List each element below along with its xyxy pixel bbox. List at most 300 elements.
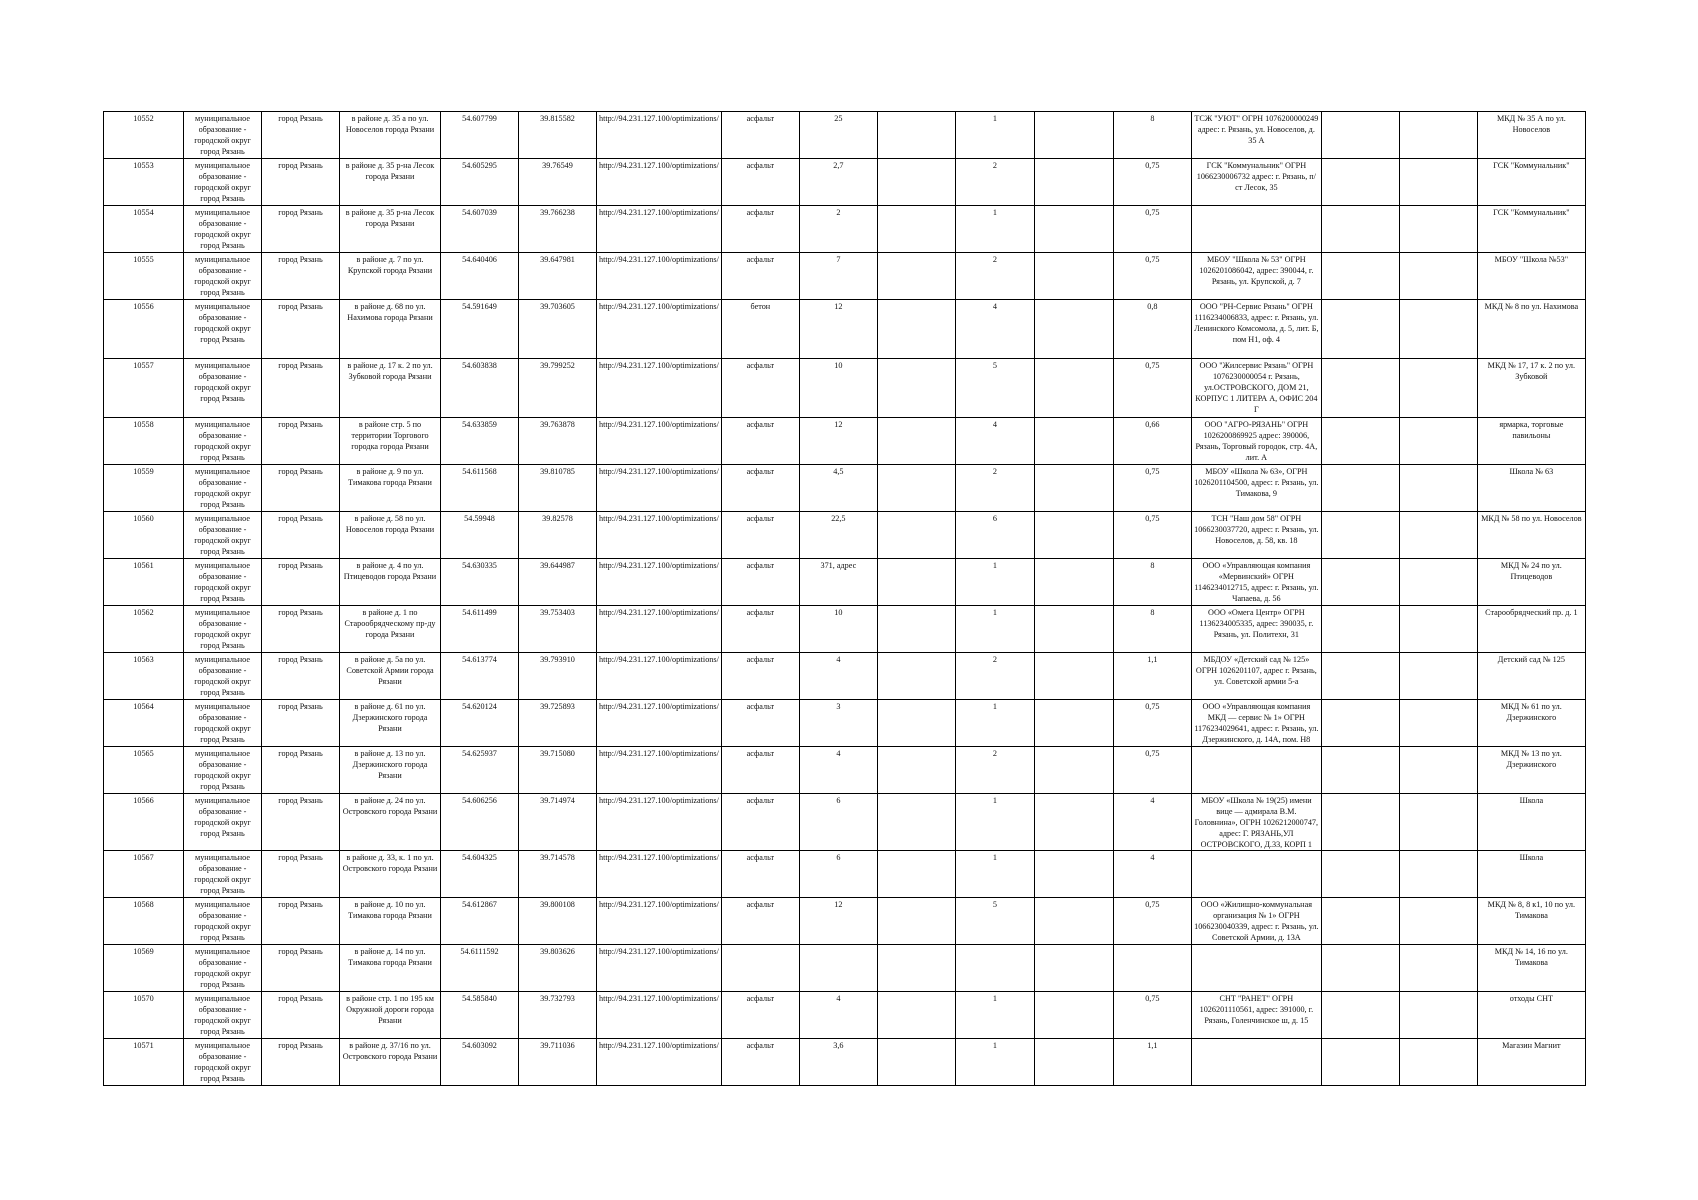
owner-cell: СНТ "РАНЕТ" ОГРН 1026201110561, адрес: 391000, г. Рязань, Голенчинское ш, д. 15	[1191, 992, 1321, 1039]
municipality-cell: муниципальное образование - городской округ город Рязань	[184, 159, 262, 206]
municipality-cell: муниципальное образование - городской округ город Рязань	[184, 851, 262, 898]
municipality-cell: муниципальное образование - городской округ город Рязань	[184, 794, 262, 851]
municipality-cell: муниципальное образование - городской округ город Рязань	[184, 945, 262, 992]
containers-count-cell: 4	[955, 418, 1034, 465]
empty-cell	[877, 747, 955, 794]
owner-cell: МБДОУ «Детский сад № 125» ОГРН 1026201107, адрес г. Рязань, ул. Советской армии 5-а	[1191, 653, 1321, 700]
address-cell: в районе д. 33, к. 1 по ул. Островского города Рязани	[340, 851, 441, 898]
surface-cell: асфальт	[721, 653, 799, 700]
longitude-cell: 39.82578	[519, 512, 597, 559]
containers-count-cell: 2	[955, 253, 1034, 300]
empty-cell	[1321, 992, 1399, 1039]
owner-cell: ГСК "Коммунальник" ОГРН 1066230006732 адрес: г. Рязань, п/ст Лесок, 35	[1191, 159, 1321, 206]
address-cell: в районе д. 24 по ул. Островского города Рязани	[340, 794, 441, 851]
empty-cell	[1399, 653, 1477, 700]
empty-cell	[877, 112, 955, 159]
area-cell: 6	[799, 851, 877, 898]
empty-cell	[1399, 606, 1477, 653]
latitude-cell: 54.612867	[441, 898, 519, 945]
container-volume-cell: 0,75	[1113, 359, 1191, 418]
municipality-cell: муниципальное образование - городской округ город Рязань	[184, 700, 262, 747]
address-cell: в районе стр. 5 по территории Торгового городка города Рязани	[340, 418, 441, 465]
id-cell: 10556	[104, 300, 184, 359]
latitude-cell: 54.630335	[441, 559, 519, 606]
empty-cell	[1034, 945, 1113, 992]
map-link[interactable]: http://94.231.127.100/optimizations/	[597, 1039, 722, 1086]
surface-cell: асфальт	[721, 159, 799, 206]
settlement-cell: город Рязань	[262, 992, 340, 1039]
municipality-cell: муниципальное образование - городской округ город Рязань	[184, 1039, 262, 1086]
surface-cell: асфальт	[721, 253, 799, 300]
surface-cell: асфальт	[721, 465, 799, 512]
settlement-cell: город Рязань	[262, 1039, 340, 1086]
surface-cell: асфальт	[721, 851, 799, 898]
area-cell: 3	[799, 700, 877, 747]
area-cell: 2	[799, 206, 877, 253]
empty-cell	[1399, 794, 1477, 851]
municipality-cell: муниципальное образование - городской округ город Рязань	[184, 653, 262, 700]
container-volume-cell: 0,75	[1113, 465, 1191, 512]
latitude-cell: 54.611568	[441, 465, 519, 512]
id-cell: 10560	[104, 512, 184, 559]
empty-cell	[877, 992, 955, 1039]
map-link[interactable]: http://94.231.127.100/optimizations/	[597, 992, 722, 1039]
address-cell: в районе д. 68 по ул. Нахимова города Рязани	[340, 300, 441, 359]
empty-cell	[1321, 747, 1399, 794]
waste-source-cell: МКД № 14, 16 по ул. Тимакова	[1477, 945, 1585, 992]
empty-cell	[1399, 465, 1477, 512]
containers-count-cell: 1	[955, 992, 1034, 1039]
municipality-cell: муниципальное образование - городской округ город Рязань	[184, 512, 262, 559]
longitude-cell: 39.76549	[519, 159, 597, 206]
area-cell: 4,5	[799, 465, 877, 512]
table-row	[104, 159, 1586, 206]
empty-cell	[1034, 606, 1113, 653]
latitude-cell: 54.606256	[441, 794, 519, 851]
table-row	[104, 559, 1586, 606]
empty-cell	[1321, 418, 1399, 465]
id-cell: 10554	[104, 206, 184, 253]
owner-cell	[1191, 945, 1321, 992]
empty-cell	[1399, 1039, 1477, 1086]
map-link[interactable]: http://94.231.127.100/optimizations/	[597, 898, 722, 945]
map-link[interactable]: http://94.231.127.100/optimizations/	[597, 359, 722, 418]
latitude-cell: 54.603838	[441, 359, 519, 418]
containers-count-cell: 2	[955, 747, 1034, 794]
owner-cell: ТСЖ "УЮТ" ОГРН 1076200000249 адрес: г. Рязань, ул. Новоселов, д. 35 А	[1191, 112, 1321, 159]
empty-cell	[1034, 700, 1113, 747]
empty-cell	[1399, 300, 1477, 359]
table-row	[104, 253, 1586, 300]
address-cell: в районе д. 5а по ул. Советской Армии города Рязани	[340, 653, 441, 700]
id-cell: 10559	[104, 465, 184, 512]
empty-cell	[1034, 300, 1113, 359]
map-link[interactable]: http://94.231.127.100/optimizations/	[597, 653, 722, 700]
settlement-cell: город Рязань	[262, 653, 340, 700]
empty-cell	[1399, 159, 1477, 206]
settlement-cell: город Рязань	[262, 300, 340, 359]
latitude-cell: 54.633859	[441, 418, 519, 465]
map-link[interactable]: http://94.231.127.100/optimizations/	[597, 206, 722, 253]
waste-source-cell: ГСК "Коммунальник"	[1477, 159, 1585, 206]
containers-count-cell: 2	[955, 653, 1034, 700]
containers-count-cell: 2	[955, 159, 1034, 206]
waste-source-cell: МБОУ "Школа №53"	[1477, 253, 1585, 300]
empty-cell	[877, 700, 955, 747]
empty-cell	[1399, 559, 1477, 606]
map-link[interactable]: http://94.231.127.100/optimizations/	[597, 794, 722, 851]
area-cell: 10	[799, 359, 877, 418]
empty-cell	[1034, 253, 1113, 300]
settlement-cell: город Рязань	[262, 465, 340, 512]
map-link[interactable]: http://94.231.127.100/optimizations/	[597, 851, 722, 898]
address-cell: в районе д. 7 по ул. Крупской города Рязани	[340, 253, 441, 300]
empty-cell	[1399, 418, 1477, 465]
settlement-cell: город Рязань	[262, 159, 340, 206]
empty-cell	[1034, 747, 1113, 794]
owner-cell	[1191, 851, 1321, 898]
empty-cell	[877, 418, 955, 465]
settlement-cell: город Рязань	[262, 559, 340, 606]
owner-cell: ТСН "Наш дом 58" ОГРН 1066230037720, адрес: г. Рязань, ул. Новоселов, д. 58, кв. 18	[1191, 512, 1321, 559]
municipality-cell: муниципальное образование - городской округ город Рязань	[184, 898, 262, 945]
area-cell: 10	[799, 606, 877, 653]
address-cell: в районе д. 13 по ул. Дзержинского города Рязани	[340, 747, 441, 794]
table-row	[104, 992, 1586, 1039]
table-row	[104, 512, 1586, 559]
municipality-cell: муниципальное образование - городской округ город Рязань	[184, 465, 262, 512]
container-volume-cell: 1,1	[1113, 1039, 1191, 1086]
id-cell: 10564	[104, 700, 184, 747]
surface-cell: бетон	[721, 300, 799, 359]
longitude-cell: 39.800108	[519, 898, 597, 945]
table-row	[104, 465, 1586, 512]
empty-cell	[1034, 653, 1113, 700]
owner-cell	[1191, 747, 1321, 794]
empty-cell	[1399, 851, 1477, 898]
map-link[interactable]: http://94.231.127.100/optimizations/	[597, 112, 722, 159]
container-sites-table	[103, 111, 1586, 1086]
longitude-cell: 39.644987	[519, 559, 597, 606]
municipality-cell: муниципальное образование - городской округ город Рязань	[184, 112, 262, 159]
address-cell: в районе д. 58 по ул. Новоселов города Рязани	[340, 512, 441, 559]
surface-cell: асфальт	[721, 559, 799, 606]
area-cell: 6	[799, 794, 877, 851]
map-link[interactable]: http://94.231.127.100/optimizations/	[597, 512, 722, 559]
waste-source-cell: Школа	[1477, 794, 1585, 851]
area-cell: 25	[799, 112, 877, 159]
area-cell: 4	[799, 653, 877, 700]
waste-source-cell: МКД № 8, 8 к1, 10 по ул. Тимакова	[1477, 898, 1585, 945]
empty-cell	[1321, 653, 1399, 700]
empty-cell	[1034, 159, 1113, 206]
area-cell: 4	[799, 992, 877, 1039]
owner-cell: ООО "РН-Сервис Рязань" ОГРН 1116234006833, адрес: г. Рязань, ул. Ленинского Комсомола, д. 5, лит. Б, пом Н1, оф. 4	[1191, 300, 1321, 359]
empty-cell	[877, 606, 955, 653]
id-cell: 10553	[104, 159, 184, 206]
latitude-cell: 54.625937	[441, 747, 519, 794]
longitude-cell: 39.815582	[519, 112, 597, 159]
owner-cell: МБОУ «Школа № 63», ОГРН 1026201104500, адрес: г. Рязань, ул. Тимакова, 9	[1191, 465, 1321, 512]
address-cell: в районе д. 17 к. 2 по ул. Зубковой города Рязани	[340, 359, 441, 418]
empty-cell	[1399, 359, 1477, 418]
container-volume-cell: 8	[1113, 559, 1191, 606]
empty-cell	[1399, 747, 1477, 794]
map-link[interactable]: http://94.231.127.100/optimizations/	[597, 606, 722, 653]
empty-cell	[1399, 945, 1477, 992]
waste-source-cell: Детский сад № 125	[1477, 653, 1585, 700]
map-link[interactable]: http://94.231.127.100/optimizations/	[597, 747, 722, 794]
id-cell: 10571	[104, 1039, 184, 1086]
empty-cell	[877, 465, 955, 512]
empty-cell	[1321, 465, 1399, 512]
owner-cell: ООО «Управляющая компания «Мервинский» ОГРН 1146234012715, адрес: г. Рязань, ул. Чапаева, д. 56	[1191, 559, 1321, 606]
map-link[interactable]: http://94.231.127.100/optimizations/	[597, 300, 722, 359]
table-row	[104, 653, 1586, 700]
containers-count-cell: 5	[955, 359, 1034, 418]
settlement-cell: город Рязань	[262, 898, 340, 945]
address-cell: в районе д. 35 а по ул. Новоселов города Рязани	[340, 112, 441, 159]
longitude-cell: 39.793910	[519, 653, 597, 700]
latitude-cell: 54.603092	[441, 1039, 519, 1086]
table-row	[104, 300, 1586, 359]
surface-cell: асфальт	[721, 512, 799, 559]
empty-cell	[877, 794, 955, 851]
longitude-cell: 39.810785	[519, 465, 597, 512]
empty-cell	[1034, 206, 1113, 253]
container-volume-cell: 0,75	[1113, 159, 1191, 206]
longitude-cell: 39.647981	[519, 253, 597, 300]
empty-cell	[1399, 112, 1477, 159]
containers-count-cell	[955, 945, 1034, 992]
waste-source-cell: МКД № 17, 17 к. 2 по ул. Зубковой	[1477, 359, 1585, 418]
settlement-cell: город Рязань	[262, 253, 340, 300]
latitude-cell: 54.613774	[441, 653, 519, 700]
container-volume-cell: 0,75	[1113, 512, 1191, 559]
address-cell: в районе д. 37/16 по ул. Островского города Рязани	[340, 1039, 441, 1086]
longitude-cell: 39.714578	[519, 851, 597, 898]
map-link[interactable]: http://94.231.127.100/optimizations/	[597, 159, 722, 206]
address-cell: в районе д. 9 по ул. Тимакова города Рязани	[340, 465, 441, 512]
longitude-cell: 39.799252	[519, 359, 597, 418]
id-cell: 10561	[104, 559, 184, 606]
table-row	[104, 945, 1586, 992]
surface-cell: асфальт	[721, 747, 799, 794]
owner-cell: МБОУ «Школа № 19(25) имени вице — адмирала В.М. Головнина», ОГРН 1026212000747, адрес: Г. РЯЗАНЬ,УЛ ОСТРОВСКОГО, Д.33, КОРП 1	[1191, 794, 1321, 851]
area-cell: 12	[799, 418, 877, 465]
containers-count-cell: 1	[955, 606, 1034, 653]
settlement-cell: город Рязань	[262, 418, 340, 465]
container-volume-cell: 0,75	[1113, 700, 1191, 747]
address-cell: в районе д. 1 по Старообрядческому пр-ду города Рязани	[340, 606, 441, 653]
surface-cell: асфальт	[721, 359, 799, 418]
containers-count-cell: 1	[955, 206, 1034, 253]
owner-cell: ООО «Жилищно-коммунальная организация № 1» ОГРН 1066230040339, адрес: г. Рязань, ул. Советской Армии, д. 13А	[1191, 898, 1321, 945]
table-row	[104, 606, 1586, 653]
map-link[interactable]: http://94.231.127.100/optimizations/	[597, 559, 722, 606]
latitude-cell: 54.591649	[441, 300, 519, 359]
latitude-cell: 54.6111592	[441, 945, 519, 992]
surface-cell: асфальт	[721, 1039, 799, 1086]
settlement-cell: город Рязань	[262, 606, 340, 653]
container-volume-cell: 4	[1113, 851, 1191, 898]
area-cell	[799, 945, 877, 992]
municipality-cell: муниципальное образование - городской округ город Рязань	[184, 418, 262, 465]
area-cell: 4	[799, 747, 877, 794]
waste-source-cell: Школа № 63	[1477, 465, 1585, 512]
map-link[interactable]: http://94.231.127.100/optimizations/	[597, 465, 722, 512]
container-volume-cell: 8	[1113, 112, 1191, 159]
surface-cell: асфальт	[721, 418, 799, 465]
table-row	[104, 206, 1586, 253]
empty-cell	[1399, 512, 1477, 559]
empty-cell	[1321, 851, 1399, 898]
empty-cell	[1321, 159, 1399, 206]
settlement-cell: город Рязань	[262, 945, 340, 992]
area-cell: 12	[799, 300, 877, 359]
longitude-cell: 39.766238	[519, 206, 597, 253]
id-cell: 10555	[104, 253, 184, 300]
latitude-cell: 54.611499	[441, 606, 519, 653]
empty-cell	[877, 945, 955, 992]
waste-source-cell: МКД № 61 по ул. Дзержинского	[1477, 700, 1585, 747]
address-cell: в районе д. 35 р-на Лесок города Рязани	[340, 159, 441, 206]
empty-cell	[1034, 359, 1113, 418]
empty-cell	[1034, 512, 1113, 559]
settlement-cell: город Рязань	[262, 747, 340, 794]
owner-cell: МБОУ "Школа № 53" ОГРН 1026201086042, адрес: 390044, г. Рязань, ул. Крупской, д. 7	[1191, 253, 1321, 300]
container-volume-cell: 8	[1113, 606, 1191, 653]
owner-cell: ООО "АГРО-РЯЗАНЬ" ОГРН 1026200869925 адрес: 390006, Рязань, Торговый городок, стр. 4А, лит. А	[1191, 418, 1321, 465]
containers-count-cell: 6	[955, 512, 1034, 559]
empty-cell	[1399, 898, 1477, 945]
empty-cell	[1034, 851, 1113, 898]
empty-cell	[1034, 1039, 1113, 1086]
empty-cell	[877, 159, 955, 206]
empty-cell	[1321, 945, 1399, 992]
id-cell: 10552	[104, 112, 184, 159]
id-cell: 10557	[104, 359, 184, 418]
empty-cell	[1034, 898, 1113, 945]
owner-cell	[1191, 206, 1321, 253]
latitude-cell: 54.604325	[441, 851, 519, 898]
address-cell: в районе д. 10 по ул. Тимакова города Рязани	[340, 898, 441, 945]
municipality-cell: муниципальное образование - городской округ город Рязань	[184, 747, 262, 794]
empty-cell	[1034, 112, 1113, 159]
empty-cell	[1399, 992, 1477, 1039]
containers-count-cell: 4	[955, 300, 1034, 359]
area-cell: 2,7	[799, 159, 877, 206]
id-cell: 10570	[104, 992, 184, 1039]
municipality-cell: муниципальное образование - городской округ город Рязань	[184, 559, 262, 606]
owner-cell: ООО «Омега Центр» ОГРН 1136234005335, адрес: 390035, г. Рязань, ул. Политехн, 31	[1191, 606, 1321, 653]
empty-cell	[1321, 1039, 1399, 1086]
empty-cell	[1399, 253, 1477, 300]
empty-cell	[1399, 206, 1477, 253]
id-cell: 10563	[104, 653, 184, 700]
table-row	[104, 700, 1586, 747]
latitude-cell: 54.620124	[441, 700, 519, 747]
empty-cell	[1321, 794, 1399, 851]
surface-cell: асфальт	[721, 206, 799, 253]
empty-cell	[877, 898, 955, 945]
longitude-cell: 39.732793	[519, 992, 597, 1039]
id-cell: 10558	[104, 418, 184, 465]
map-link[interactable]: http://94.231.127.100/optimizations/	[597, 945, 722, 992]
empty-cell	[877, 559, 955, 606]
containers-count-cell: 1	[955, 794, 1034, 851]
empty-cell	[1321, 300, 1399, 359]
containers-count-cell: 1	[955, 559, 1034, 606]
longitude-cell: 39.711036	[519, 1039, 597, 1086]
area-cell: 3,6	[799, 1039, 877, 1086]
municipality-cell: муниципальное образование - городской округ город Рязань	[184, 206, 262, 253]
surface-cell: асфальт	[721, 112, 799, 159]
latitude-cell: 54.607039	[441, 206, 519, 253]
address-cell: в районе стр. 1 по 195 км Окружной дороги города Рязани	[340, 992, 441, 1039]
table-row	[104, 747, 1586, 794]
latitude-cell: 54.640406	[441, 253, 519, 300]
empty-cell	[1034, 794, 1113, 851]
settlement-cell: город Рязань	[262, 700, 340, 747]
containers-count-cell: 1	[955, 112, 1034, 159]
waste-source-cell: МКД № 35 А по ул. Новоселов	[1477, 112, 1585, 159]
map-link[interactable]: http://94.231.127.100/optimizations/	[597, 418, 722, 465]
id-cell: 10566	[104, 794, 184, 851]
empty-cell	[1399, 700, 1477, 747]
waste-source-cell: Старообрядческий пр. д. 1	[1477, 606, 1585, 653]
container-volume-cell: 0,8	[1113, 300, 1191, 359]
settlement-cell: город Рязань	[262, 206, 340, 253]
container-volume-cell: 0,75	[1113, 253, 1191, 300]
id-cell: 10562	[104, 606, 184, 653]
empty-cell	[1034, 418, 1113, 465]
empty-cell	[1321, 112, 1399, 159]
settlement-cell: город Рязань	[262, 794, 340, 851]
id-cell: 10567	[104, 851, 184, 898]
containers-count-cell: 1	[955, 700, 1034, 747]
waste-source-cell: МКД № 58 по ул. Новоселов	[1477, 512, 1585, 559]
municipality-cell: муниципальное образование - городской округ город Рязань	[184, 992, 262, 1039]
longitude-cell: 39.763878	[519, 418, 597, 465]
settlement-cell: город Рязань	[262, 512, 340, 559]
longitude-cell: 39.753403	[519, 606, 597, 653]
surface-cell	[721, 945, 799, 992]
map-link[interactable]: http://94.231.127.100/optimizations/	[597, 700, 722, 747]
empty-cell	[877, 653, 955, 700]
municipality-cell: муниципальное образование - городской округ город Рязань	[184, 606, 262, 653]
empty-cell	[877, 300, 955, 359]
empty-cell	[1321, 700, 1399, 747]
surface-cell: асфальт	[721, 794, 799, 851]
table-row	[104, 418, 1586, 465]
latitude-cell: 54.59948	[441, 512, 519, 559]
surface-cell: асфальт	[721, 992, 799, 1039]
map-link[interactable]: http://94.231.127.100/optimizations/	[597, 253, 722, 300]
owner-cell: ООО "Жилсервис Рязань" ОГРН 1076230000054 г. Рязань, ул.ОСТРОВСКОГО, ДОМ 21, КОРПУС 1 ЛИТЕРА А, ОФИС 204 Г	[1191, 359, 1321, 418]
empty-cell	[1321, 512, 1399, 559]
empty-cell	[877, 512, 955, 559]
settlement-cell: город Рязань	[262, 112, 340, 159]
latitude-cell: 54.585840	[441, 992, 519, 1039]
container-volume-cell: 0,75	[1113, 747, 1191, 794]
longitude-cell: 39.703605	[519, 300, 597, 359]
empty-cell	[1034, 465, 1113, 512]
empty-cell	[1034, 992, 1113, 1039]
longitude-cell: 39.803626	[519, 945, 597, 992]
container-volume-cell: 0,75	[1113, 206, 1191, 253]
empty-cell	[877, 1039, 955, 1086]
